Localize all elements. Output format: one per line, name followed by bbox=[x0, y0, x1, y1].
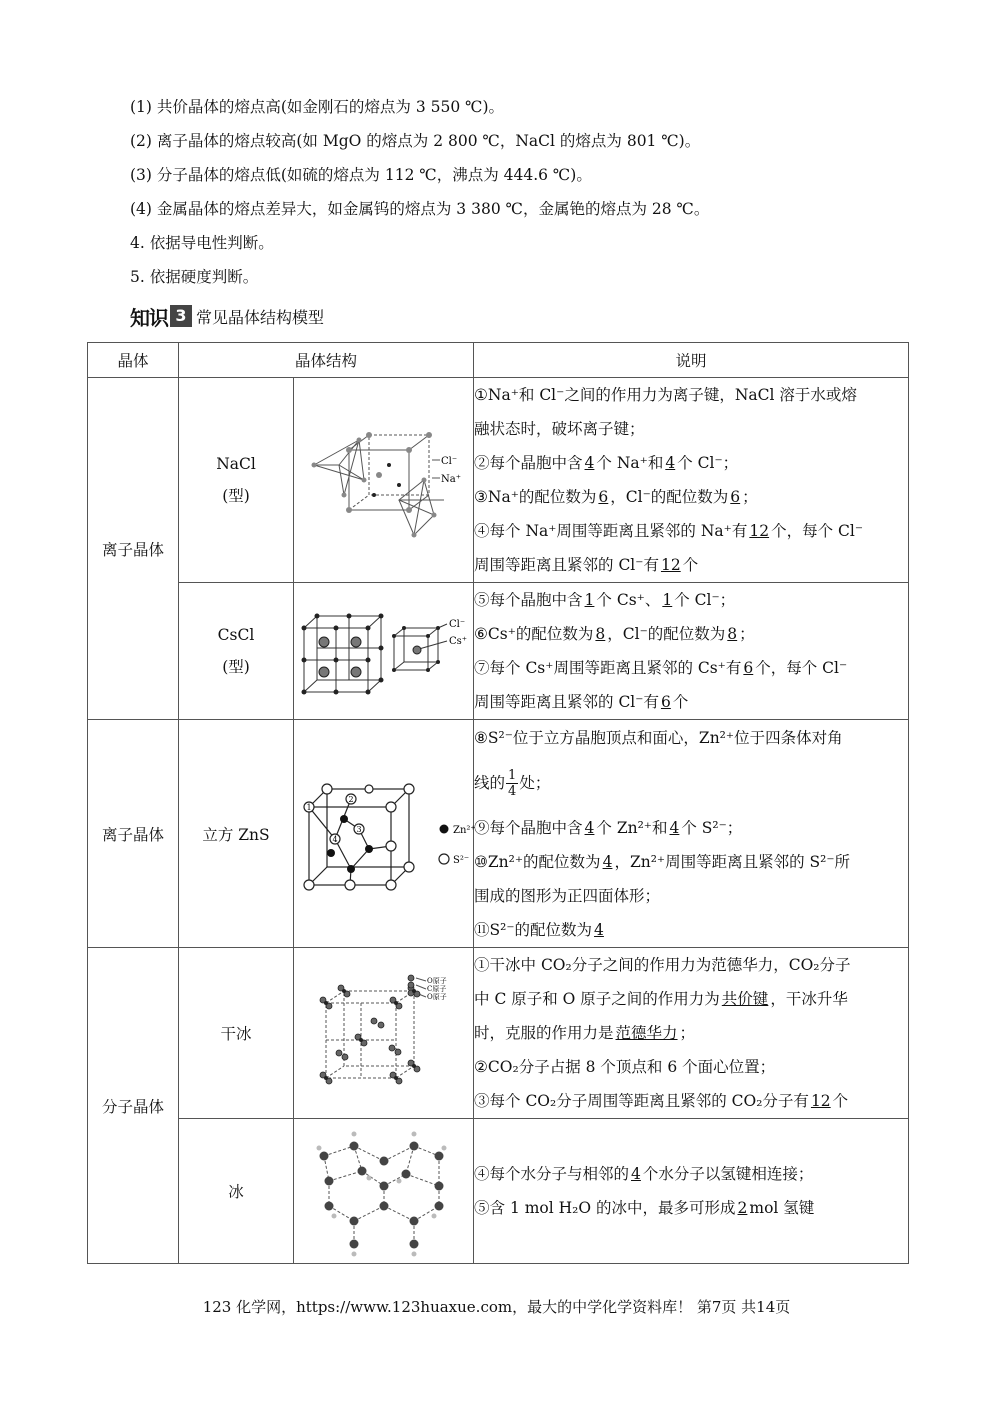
svg-text:3: 3 bbox=[355, 824, 362, 834]
dry-ice-neighbors: 12 bbox=[810, 1092, 831, 1110]
cscl-description bbox=[474, 583, 909, 720]
dry-ice-desc-5c: 个 bbox=[832, 1092, 849, 1110]
cscl-desc-1a: ⑤每个晶胞中含 bbox=[474, 591, 583, 609]
cscl-label-cs: Cs⁺ bbox=[448, 636, 467, 647]
nacl-na-neighbors: 12 bbox=[749, 522, 770, 540]
zns-fraction bbox=[506, 768, 518, 799]
table-row-nacl bbox=[88, 378, 909, 583]
dry-ice-desc-1: ①干冰中 CO₂分子之间的作用力为范德华力，CO₂分子 bbox=[474, 956, 851, 974]
dry-ice-desc-2c: ，干冰升华 bbox=[770, 990, 848, 1008]
intro-line-4: (4) 金属晶体的熔点差异大，如金属钨的熔点为 3 380 ℃，金属铯的熔点为 28 ℃。 bbox=[130, 200, 710, 218]
nacl-label-na: Na⁺ bbox=[440, 474, 461, 485]
nacl-name: NaCl bbox=[216, 455, 256, 473]
cscl-structure-diagram bbox=[299, 606, 469, 696]
ice-neighbors: 4 bbox=[631, 1165, 641, 1183]
nacl-figure-cell bbox=[294, 378, 474, 583]
section-heading bbox=[130, 303, 324, 329]
dry-ice-desc-3c: ； bbox=[679, 1024, 696, 1042]
svg-text:4: 4 bbox=[331, 834, 338, 844]
nacl-type: (型) bbox=[222, 487, 250, 505]
nacl-desc-3a: ③Na⁺的配位数为 bbox=[474, 488, 597, 506]
dry-ice-desc-3a: 时，克服的作用力是 bbox=[474, 1024, 614, 1042]
zns-frac-num: 1 bbox=[508, 768, 517, 783]
dry-ice-desc-2a: 中 C 原子和 O 原子之间的作用力为 bbox=[474, 990, 720, 1008]
header-crystal: 晶体 bbox=[88, 343, 179, 378]
dry-ice-desc-4: ②CO₂分子占据 8 个顶点和 6 个面心位置； bbox=[474, 1058, 776, 1076]
heading-keyword: 知识 bbox=[130, 305, 168, 330]
dry-ice-name: 干冰 bbox=[179, 948, 294, 1119]
zns-desc-3e: 个 S²⁻； bbox=[681, 818, 743, 837]
nacl-cl-neighbors: 12 bbox=[660, 556, 681, 574]
nacl-desc-2c: 个 Na⁺和 bbox=[596, 454, 664, 472]
nacl-desc-3c: ，Cl⁻的配位数为 bbox=[610, 488, 729, 506]
nacl-desc-4c: 个，每个 Cl⁻ bbox=[771, 522, 864, 540]
intro-line-1: (1) 共价晶体的熔点高(如金刚石的熔点为 3 550 ℃)。 bbox=[130, 98, 505, 116]
zns-desc-4c: ，Zn²⁺周围等距离且紧邻的 S²⁻所 bbox=[614, 852, 851, 871]
ice-figure-cell bbox=[294, 1119, 474, 1264]
zns-desc-3c: 个 Zn²⁺和 bbox=[596, 818, 668, 837]
cscl-desc-1e: 个 Cl⁻； bbox=[674, 591, 736, 609]
page-footer: 123 化学网，https://www.123huaxue.com，最大的中学化学资料库！ 第7页 共14页 bbox=[202, 1298, 791, 1316]
cscl-desc-3a: ⑦每个 Cs⁺周围等距离且紧邻的 Cs⁺有 bbox=[474, 659, 742, 677]
ice-desc-1a: ④每个水分子与相邻的 bbox=[474, 1165, 630, 1183]
nacl-desc-1b: 融状态时，破坏离子键； bbox=[474, 420, 645, 438]
cscl-figure-cell bbox=[294, 583, 474, 720]
cscl-name: CsCl bbox=[217, 626, 255, 644]
dry-ice-vdw: 范德华力 bbox=[615, 1024, 678, 1042]
nacl-desc-5a: 周围等距离且紧邻的 Cl⁻有 bbox=[474, 556, 659, 574]
group-ionic-1: 离子晶体 bbox=[88, 378, 179, 720]
cscl-type: (型) bbox=[222, 658, 250, 676]
dry-ice-label-c: C原子 bbox=[426, 985, 446, 993]
zns-desc-5: 围成的图形为正四面体形； bbox=[474, 886, 661, 905]
nacl-cl-count: 4 bbox=[665, 454, 676, 472]
table-row-cscl bbox=[88, 583, 909, 720]
cscl-desc-1c: 个 Cs⁺、 bbox=[596, 591, 661, 609]
nacl-label-cl: Cl⁻ bbox=[440, 456, 457, 467]
group-ionic-2: 离子晶体 bbox=[88, 720, 179, 948]
zns-name: 立方 ZnS bbox=[179, 720, 294, 948]
zns-label-s: S²⁻ bbox=[452, 854, 469, 866]
zns-figure-cell bbox=[294, 720, 474, 948]
svg-text:2: 2 bbox=[347, 794, 354, 804]
heading-number-badge: 3 bbox=[170, 305, 192, 327]
crystal-structure-table bbox=[87, 342, 909, 1264]
cscl-desc-2a: ⑥Cs⁺的配位数为 bbox=[474, 625, 594, 643]
zns-frac-den: 4 bbox=[508, 784, 517, 799]
group-molecular: 分子晶体 bbox=[88, 948, 179, 1264]
cscl-desc-4c: 个 bbox=[672, 693, 689, 711]
zns-zn-coord: 4 bbox=[602, 852, 613, 871]
zns-s-count: 4 bbox=[669, 818, 680, 837]
intro-line-3: (3) 分子晶体的熔点低(如硫的熔点为 112 ℃，沸点为 444.6 ℃)。 bbox=[130, 166, 592, 184]
intro-line-2: (2) 离子晶体的熔点较高(如 MgO 的熔点为 2 800 ℃，NaCl 的熔点为 801 ℃)。 bbox=[130, 132, 701, 150]
dry-ice-desc-5a: ③每个 CO₂分子周围等距离且紧邻的 CO₂分子有 bbox=[474, 1092, 809, 1110]
cscl-cs-neighbors: 6 bbox=[743, 659, 754, 677]
header-structure: 晶体结构 bbox=[179, 343, 474, 378]
zns-description bbox=[474, 720, 909, 948]
cscl-desc-4a: 周围等距离且紧邻的 Cl⁻有 bbox=[474, 693, 659, 711]
intro-line-6: 5. 依据硬度判断。 bbox=[130, 268, 259, 286]
nacl-desc-2a: ②每个晶胞中含 bbox=[474, 454, 583, 472]
nacl-desc-2e: 个 Cl⁻； bbox=[677, 454, 739, 472]
ice-desc-1c: 个水分子以氢键相连接； bbox=[642, 1165, 814, 1183]
cscl-cs-count: 1 bbox=[584, 591, 595, 609]
zns-desc-1: ⑧S²⁻位于立方晶胞顶点和面心，Zn²⁺位于四条体对角 bbox=[474, 728, 843, 747]
zns-desc-2a: 线的 bbox=[474, 773, 506, 792]
dry-ice-structure-diagram bbox=[304, 973, 464, 1093]
dry-ice-covalent: 共价键 bbox=[721, 990, 769, 1008]
intro-line-5: 4. 依据导电性判断。 bbox=[130, 234, 274, 252]
nacl-desc-1a: ①Na⁺和 Cl⁻之间的作用力为离子键，NaCl 溶于水或熔 bbox=[474, 386, 857, 404]
dry-ice-description bbox=[474, 948, 909, 1119]
cscl-desc-2e: ； bbox=[739, 625, 755, 643]
nacl-desc-4a: ④每个 Na⁺周围等距离且紧邻的 Na⁺有 bbox=[474, 522, 748, 540]
cscl-name-cell bbox=[179, 583, 294, 720]
ice-description bbox=[474, 1119, 909, 1264]
zns-desc-2b: 处； bbox=[519, 773, 551, 792]
ice-hbond-count: 2 bbox=[737, 1199, 748, 1217]
ice-name: 冰 bbox=[179, 1119, 294, 1264]
cscl-desc-2c: ，Cl⁻的配位数为 bbox=[607, 625, 726, 643]
cscl-cs-coord: 8 bbox=[595, 625, 606, 643]
nacl-na-count: 4 bbox=[584, 454, 595, 472]
dry-ice-figure-cell bbox=[294, 948, 474, 1119]
cscl-cl-neighbors: 6 bbox=[660, 693, 671, 711]
zns-s-coord: 4 bbox=[594, 920, 604, 939]
zns-desc-6a: ⑪S²⁻的配位数为 bbox=[474, 920, 593, 939]
nacl-structure-diagram bbox=[304, 420, 464, 540]
nacl-description bbox=[474, 378, 909, 583]
zns-structure-diagram bbox=[299, 779, 476, 889]
cscl-desc-3c: 个，每个 Cl⁻ bbox=[755, 659, 848, 677]
nacl-cl-coord: 6 bbox=[730, 488, 741, 506]
cscl-cl-coord: 8 bbox=[727, 625, 738, 643]
dry-ice-label-o2: O原子 bbox=[426, 993, 447, 1001]
zns-zn-count: 4 bbox=[584, 818, 595, 837]
table-row-ice bbox=[88, 1119, 909, 1264]
zns-desc-4a: ⑩Zn²⁺的配位数为 bbox=[474, 852, 601, 871]
dry-ice-label-o1: O原子 bbox=[426, 977, 447, 985]
heading-title: 常见晶体结构模型 bbox=[196, 307, 325, 327]
table-header-row bbox=[88, 343, 909, 378]
nacl-desc-5c: 个 bbox=[682, 556, 699, 574]
zns-label-zn: Zn²⁺ bbox=[452, 824, 476, 836]
svg-text:1: 1 bbox=[305, 802, 312, 812]
table-row-zns bbox=[88, 720, 909, 948]
header-description: 说明 bbox=[474, 343, 909, 378]
ice-desc-2a: ⑤含 1 mol H₂O 的冰中，最多可形成 bbox=[474, 1199, 736, 1217]
table-row-dry-ice bbox=[88, 948, 909, 1119]
cscl-label-cl: Cl⁻ bbox=[448, 619, 465, 630]
ice-structure-diagram bbox=[314, 1126, 454, 1256]
ice-desc-2c: mol 氢键 bbox=[749, 1199, 815, 1217]
nacl-na-coord: 6 bbox=[598, 488, 609, 506]
nacl-name-cell bbox=[179, 378, 294, 583]
cscl-cl-count: 1 bbox=[662, 591, 673, 609]
nacl-desc-3e: ； bbox=[742, 488, 758, 506]
zns-desc-3a: ⑨每个晶胞中含 bbox=[474, 818, 583, 837]
